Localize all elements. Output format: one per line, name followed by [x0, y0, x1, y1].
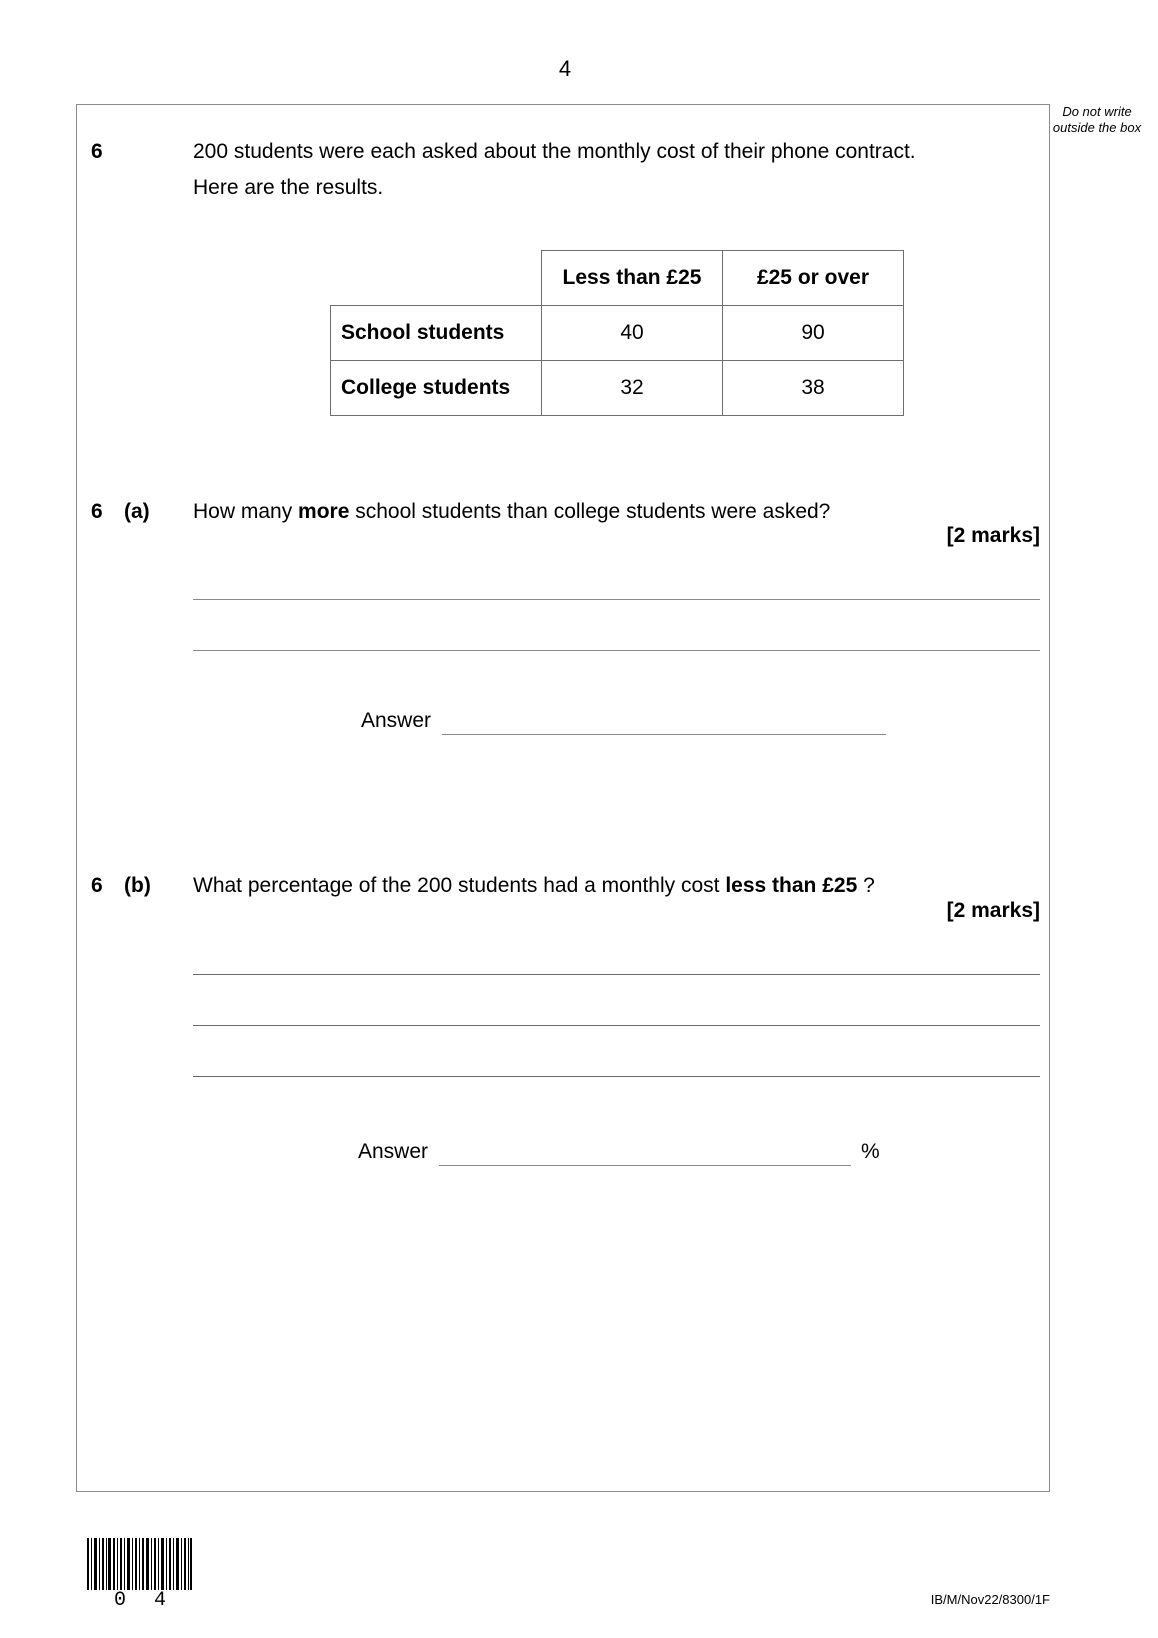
- part-b-question-text: What percentage of the 200 students had a monthly cost less than £25 ?: [193, 874, 875, 897]
- question-number: 6: [91, 140, 103, 163]
- table-cell: 40: [542, 306, 723, 361]
- row-header-school-students: School students: [331, 306, 542, 361]
- table-cell: 90: [723, 306, 904, 361]
- question-intro-line1: 200 students were each asked about the monthly cost of their phone contract.: [193, 140, 916, 163]
- table-cell: 32: [542, 361, 723, 416]
- part-a-working-line[interactable]: [193, 599, 1040, 600]
- results-table: [330, 250, 904, 416]
- part-b-question-number: 6: [91, 874, 103, 897]
- part-b-answer-line[interactable]: [439, 1165, 851, 1166]
- barcode-digits: 0 4: [114, 1589, 175, 1612]
- part-a-label: (a): [124, 500, 150, 523]
- part-b-marks: [2 marks]: [946, 899, 1040, 922]
- part-b-working-line[interactable]: [193, 1076, 1040, 1077]
- table-header-row: [331, 251, 904, 306]
- barcode-icon: [87, 1538, 192, 1590]
- column-header-25-or-over: £25 or over: [723, 251, 904, 306]
- table-row: [331, 306, 904, 361]
- page-number: 4: [558, 56, 572, 81]
- paper-reference: IB/M/Nov22/8300/1F: [930, 1592, 1050, 1607]
- part-a-answer-label: Answer: [361, 709, 432, 732]
- part-a-question-number: 6: [91, 500, 103, 523]
- question-intro-line2: Here are the results.: [193, 176, 384, 199]
- part-a-marks: [2 marks]: [946, 524, 1040, 547]
- part-b-working-line[interactable]: [193, 1025, 1040, 1026]
- part-a-working-line[interactable]: [193, 650, 1040, 651]
- part-b-answer-label: Answer: [358, 1140, 429, 1163]
- table-cell: 38: [723, 361, 904, 416]
- column-header-less-than-25: Less than £25: [542, 251, 723, 306]
- table-corner-cell: [331, 251, 542, 306]
- part-a-question-text: How many more school students than college students were asked?: [193, 500, 831, 523]
- row-header-college-students: College students: [331, 361, 542, 416]
- table-row: [331, 361, 904, 416]
- part-b-percent-unit: %: [861, 1140, 880, 1163]
- part-b-label: (b): [124, 874, 151, 897]
- margin-note: Do not write outside the box: [1052, 104, 1142, 135]
- part-b-working-line[interactable]: [193, 974, 1040, 975]
- part-a-answer-line[interactable]: [442, 734, 886, 735]
